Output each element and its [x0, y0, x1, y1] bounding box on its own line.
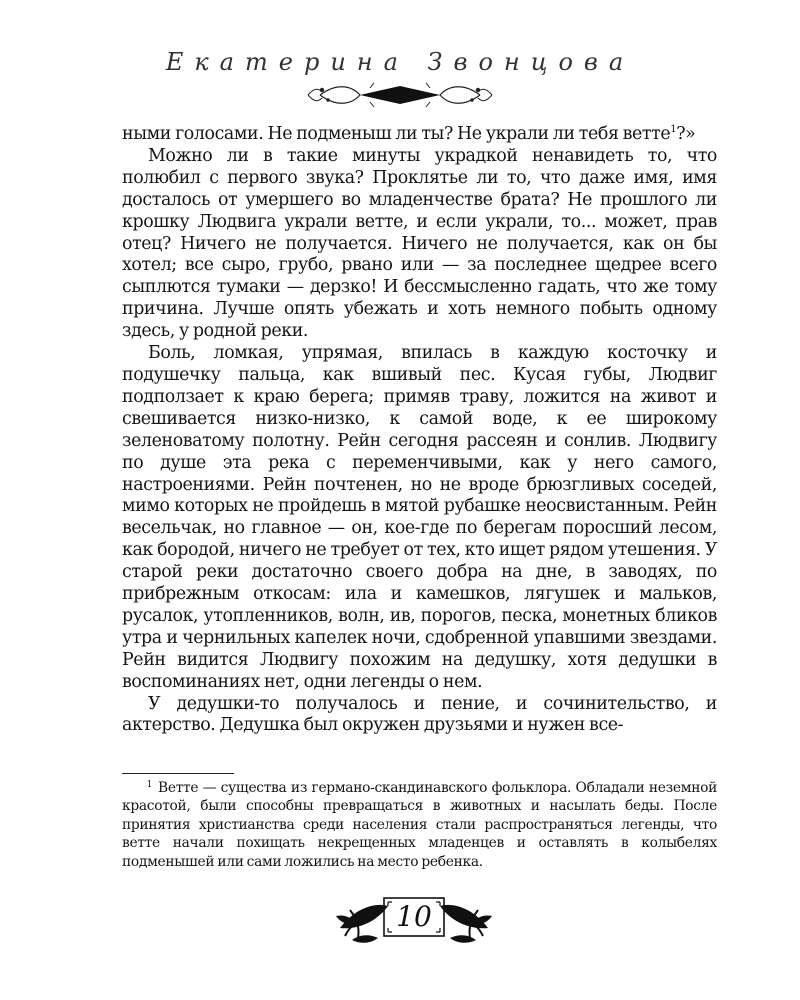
body-text	[122, 124, 717, 737]
left-leaf-icon	[336, 905, 388, 943]
paragraph: Можно ли в такие минуты украдкой ненавидеть то, что полюбил с первого звука? Проклятье ли то, что даже имя, имя досталось от умершего во младенчестве брата? Не прошлого ли крошку Людвига украли ветте, и если украли, то... может, прав отец? Ничего не получается. Ничего не получается, как он бы хотел; все сыро, грубо, рвано или — за последнее щедрее всего сыплются тумаки — дерзко! И бессмысленно гадать, что же тому причина. Лучше опять убежать и хоть немного побыть одному здесь, у родной реки.	[122, 145, 717, 342]
paragraph: У дедушки-то получалось и пение, и сочинительство, и актерство. Дедушка был окружен друзьями и нужен все-	[122, 693, 717, 736]
page-number: 10	[396, 900, 432, 933]
footnote-reference[interactable]: 1	[670, 124, 677, 136]
paragraph: ными голосами. Не подменыш ли ты? Не украли ли тебя ветте$^1$?»	[122, 124, 696, 144]
running-header	[0, 48, 800, 110]
header-flourish-ornament	[300, 80, 500, 110]
footnote-divider	[122, 773, 234, 774]
footnote-text: Ветте — существа из германо-скандинавского фольклора. Обладали неземной красотой, были способны превращаться в животных и насылать беды. После принятия христианства среди населения стали распространяться легенды, что ветте начали похищать некрещенных младенцев и оставлять в колыбелях подменышей или сами ложились на место ребенка.	[122, 780, 717, 870]
footnote-number: 1	[146, 780, 152, 790]
paragraph: Боль, ломкая, упрямая, впилась в каждую косточку и подушечку пальца, как вшивый пес. Кусая губы, Людвиг подползает к краю берега; примяв траву, ложится на живот и свешивается низко-низко, к самой воде, к ее широкому зеленоватому полотну. Рейн сегодня рассеян и сонлив. Людвигу по душе эта река с переменчивыми, как у него самого, настроениями. Рейн почтенен, но не вроде брюзгливых соседей, мимо которых не пройдешь в мятой рубашке неосвистанным. Рейн весельчак, но главное — он, кое-где по берегам поросший лесом, как бородой, ничего не требует от тех, кто ищет рядом утешения. У старой реки достаточно своего добра на дне, в заводях, по прибрежным откосам: ила и камешков, лягушек и мальков, русалок, утопленников, волн, ив, порогов, песка, монетных бликов утра и чернильных капелек ночи, сдобренной упавшими звездами. Рейн видится Людвигу похожим на дедушку, хотя дедушки в воспоминаниях нет, одни легенды о нем.	[122, 343, 717, 692]
footnote	[122, 779, 717, 871]
author-name: Екатерина Звонцова	[165, 48, 635, 76]
right-leaf-icon	[440, 905, 492, 943]
